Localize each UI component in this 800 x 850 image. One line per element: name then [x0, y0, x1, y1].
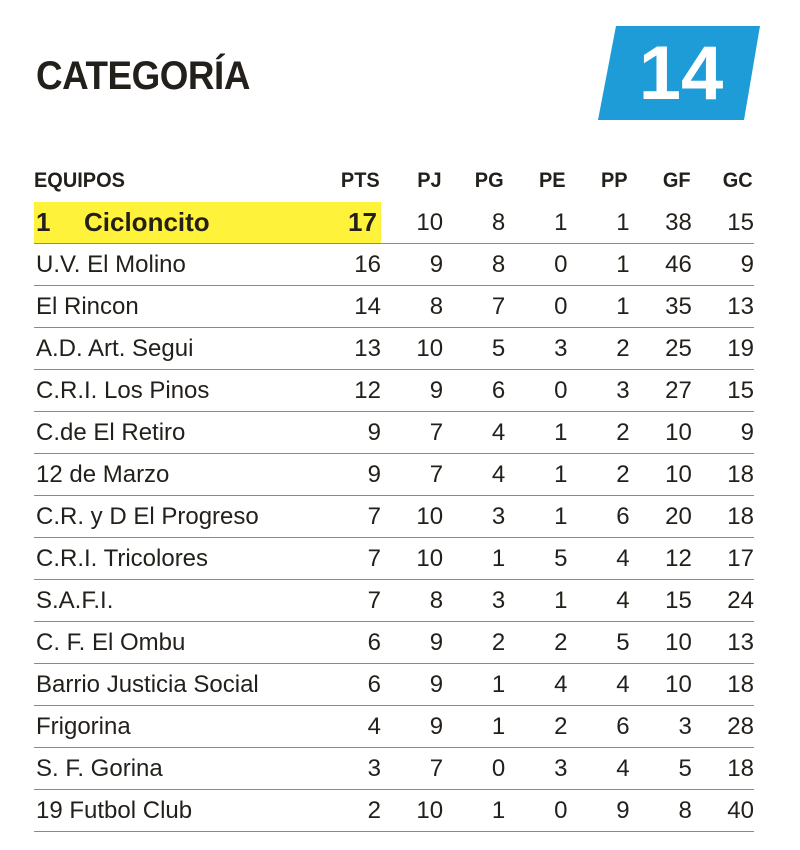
cell-pts: 12: [325, 370, 381, 412]
cell-pg: 0: [443, 748, 505, 790]
cell-gc: 18: [692, 496, 754, 538]
cell-team: C.de El Retiro: [34, 412, 325, 454]
table-row: [34, 580, 754, 622]
cell-pj: 10: [381, 328, 443, 370]
table-row: [34, 538, 754, 580]
cell-pts: 7: [325, 580, 381, 622]
cell-gc: 15: [692, 370, 754, 412]
cell-team: A.D. Art. Segui: [34, 328, 325, 370]
cell-pp: 4: [567, 580, 629, 622]
cell-team: 12 de Marzo: [34, 454, 325, 496]
column-header-equipos: EQUIPOS: [34, 169, 125, 192]
cell-pg: 1: [443, 538, 505, 580]
cell-gc: 17: [692, 538, 754, 580]
cell-gf: 20: [630, 496, 692, 538]
table-row: [34, 706, 754, 748]
cell-pe: 0: [505, 370, 567, 412]
cell-gf: 8: [630, 790, 692, 832]
cell-team: C. F. El Ombu: [34, 622, 325, 664]
column-header-pts: PTS: [340, 169, 380, 192]
cell-team: C.R.I. Los Pinos: [34, 370, 325, 412]
cell-pg: 3: [443, 580, 505, 622]
cell-pp: 1: [567, 244, 629, 286]
cell-pj: 9: [381, 622, 443, 664]
cell-team: S.A.F.I.: [34, 580, 325, 622]
cell-pe: 3: [505, 748, 567, 790]
column-header-gf: GF: [662, 169, 691, 192]
cell-pe: 2: [505, 622, 567, 664]
cell-gc: 18: [692, 748, 754, 790]
cell-pe: 0: [505, 790, 567, 832]
cell-pj: 10: [381, 790, 443, 832]
category-number: 14: [638, 30, 724, 116]
cell-gc: 13: [692, 622, 754, 664]
cell-gf: 5: [630, 748, 692, 790]
cell-pe: 0: [505, 286, 567, 328]
table-row: [34, 244, 754, 286]
column-header-gc: GC: [722, 169, 753, 192]
cell-pts: 3: [325, 748, 381, 790]
leader-row: [34, 202, 754, 244]
cell-gf: 10: [630, 454, 692, 496]
cell-pe: 0: [505, 244, 567, 286]
table-row: [34, 412, 754, 454]
cell-pj: 8: [381, 286, 443, 328]
cell-pts: 7: [325, 538, 381, 580]
cell-gf: 10: [630, 664, 692, 706]
table-header-row: [34, 160, 754, 202]
leader-pts: 17: [325, 202, 381, 244]
cell-gc: 18: [692, 454, 754, 496]
cell-team: U.V. El Molino: [34, 244, 325, 286]
cell-pts: 7: [325, 496, 381, 538]
cell-pg: 7: [443, 286, 505, 328]
cell-pts: 9: [325, 454, 381, 496]
leader-rank: 1: [36, 207, 51, 237]
cell-pts: 6: [325, 664, 381, 706]
cell-pj: 9: [381, 370, 443, 412]
cell-pp: 2: [567, 454, 629, 496]
cell-gf: 35: [630, 286, 692, 328]
column-header-pp: PP: [601, 169, 629, 192]
cell-pts: 4: [325, 706, 381, 748]
cell-team: Barrio Justicia Social: [34, 664, 325, 706]
cell-gc: 9: [692, 244, 754, 286]
cell-pts: 16: [325, 244, 381, 286]
leader-pg: 8: [443, 202, 505, 244]
cell-pj: 9: [381, 244, 443, 286]
cell-pp: 1: [567, 286, 629, 328]
cell-pg: 1: [443, 664, 505, 706]
cell-pj: 10: [381, 538, 443, 580]
cell-pg: 5: [443, 328, 505, 370]
cell-pe: 1: [505, 412, 567, 454]
table-row: [34, 748, 754, 790]
cell-gc: 13: [692, 286, 754, 328]
cell-gf: 10: [630, 622, 692, 664]
cell-gf: 3: [630, 706, 692, 748]
cell-pp: 9: [567, 790, 629, 832]
table-row: [34, 496, 754, 538]
cell-pts: 13: [325, 328, 381, 370]
table-row: [34, 370, 754, 412]
cell-gf: 10: [630, 412, 692, 454]
cell-pj: 8: [381, 580, 443, 622]
column-header-pj: PJ: [417, 169, 442, 192]
table-row: [34, 286, 754, 328]
standings-table: [34, 160, 754, 832]
cell-team: S. F. Gorina: [34, 748, 325, 790]
cell-pj: 9: [381, 706, 443, 748]
table-row: [34, 454, 754, 496]
cell-pg: 2: [443, 622, 505, 664]
cell-pg: 1: [443, 706, 505, 748]
column-header-pe: PE: [539, 169, 566, 192]
cell-pg: 4: [443, 412, 505, 454]
table-row: [34, 328, 754, 370]
table-row: [34, 790, 754, 832]
leader-team-cell: [34, 202, 325, 244]
cell-gf: 27: [630, 370, 692, 412]
leader-pp: 1: [567, 202, 629, 244]
category-badge: [598, 26, 760, 120]
cell-pe: 1: [505, 454, 567, 496]
cell-gf: 25: [630, 328, 692, 370]
cell-pp: 4: [567, 664, 629, 706]
table-row: [34, 622, 754, 664]
cell-pg: 3: [443, 496, 505, 538]
page-title: CATEGORÍA: [36, 54, 250, 98]
leader-gf: 38: [630, 202, 692, 244]
cell-gc: 28: [692, 706, 754, 748]
cell-pp: 6: [567, 496, 629, 538]
cell-team: Frigorina: [34, 706, 325, 748]
cell-pts: 9: [325, 412, 381, 454]
cell-gc: 9: [692, 412, 754, 454]
cell-pe: 2: [505, 706, 567, 748]
cell-pj: 7: [381, 748, 443, 790]
cell-pj: 7: [381, 412, 443, 454]
leader-pj: 10: [381, 202, 443, 244]
cell-team: C.R. y D El Progreso: [34, 496, 325, 538]
column-header-pg: PG: [474, 169, 504, 192]
cell-gf: 15: [630, 580, 692, 622]
cell-pg: 1: [443, 790, 505, 832]
cell-team: El Rincon: [34, 286, 325, 328]
leader-pe: 1: [505, 202, 567, 244]
cell-pts: 2: [325, 790, 381, 832]
cell-pe: 1: [505, 496, 567, 538]
cell-team: C.R.I. Tricolores: [34, 538, 325, 580]
cell-team: 19 Futbol Club: [34, 790, 325, 832]
cell-pp: 5: [567, 622, 629, 664]
cell-pg: 4: [443, 454, 505, 496]
leader-team-name: Cicloncito: [84, 207, 210, 237]
table-row: [34, 664, 754, 706]
cell-pp: 6: [567, 706, 629, 748]
cell-pts: 6: [325, 622, 381, 664]
cell-pj: 7: [381, 454, 443, 496]
cell-gc: 18: [692, 664, 754, 706]
cell-gf: 12: [630, 538, 692, 580]
cell-pp: 2: [567, 328, 629, 370]
cell-pe: 3: [505, 328, 567, 370]
cell-gc: 19: [692, 328, 754, 370]
leader-gc: 15: [692, 202, 754, 244]
cell-pe: 5: [505, 538, 567, 580]
cell-pj: 10: [381, 496, 443, 538]
cell-pp: 2: [567, 412, 629, 454]
cell-pp: 4: [567, 748, 629, 790]
cell-pts: 14: [325, 286, 381, 328]
cell-pp: 4: [567, 538, 629, 580]
cell-gf: 46: [630, 244, 692, 286]
cell-pg: 8: [443, 244, 505, 286]
cell-pe: 1: [505, 580, 567, 622]
cell-pp: 3: [567, 370, 629, 412]
cell-pe: 4: [505, 664, 567, 706]
cell-pj: 9: [381, 664, 443, 706]
cell-pg: 6: [443, 370, 505, 412]
cell-gc: 24: [692, 580, 754, 622]
cell-gc: 40: [692, 790, 754, 832]
